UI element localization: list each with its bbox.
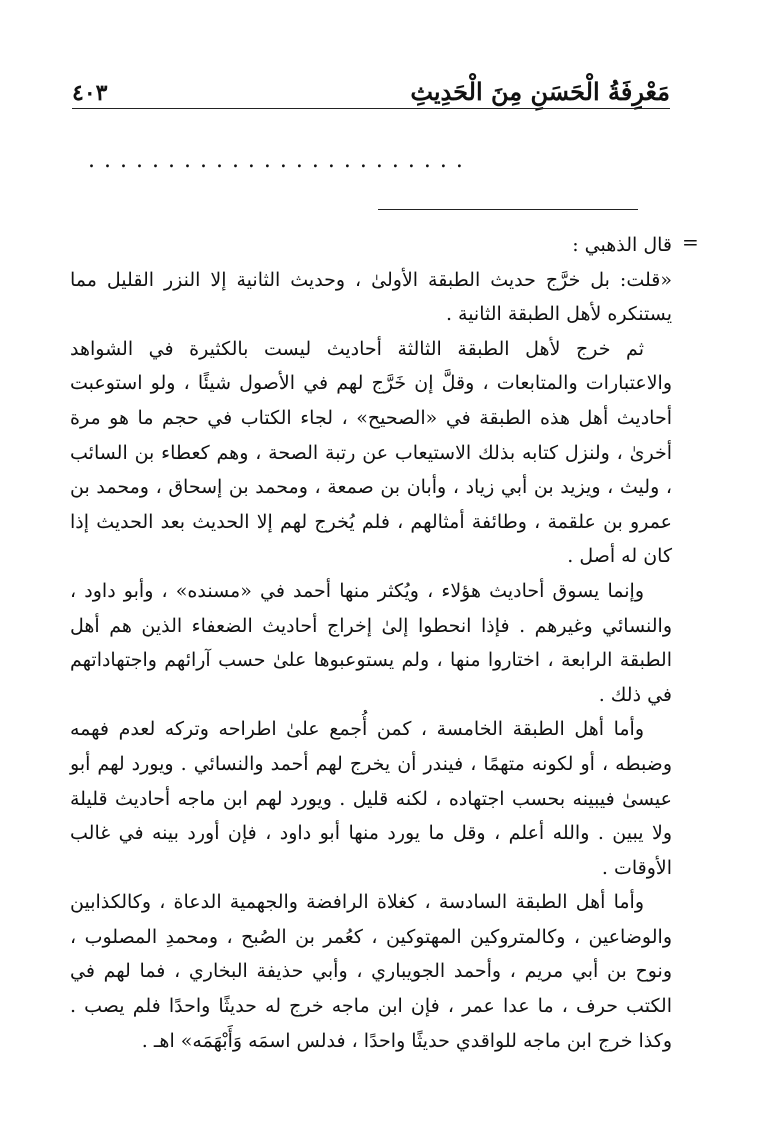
paragraph: وإنما يسوق أحاديث هؤلاء ، ويُكثر منها أحمد في «مسنده» ، وأبو داود ، والنسائي وغيرهم . فإذا انحطوا إلىٰ إخراج أحاديث الضعفاء الذين هم أهل الطبقة الرابعة ، اختاروا منها ، ولم يستوعبوها علىٰ حسب آرائهم واجتهاداتهم في ذلك . — [70, 579, 672, 706]
paragraph: «قلت: بل خرَّج حديث الطبقة الأولىٰ ، وحديث الثانية إلا النزر القليل مما يستنكره لأهل الطبقة الثانية . — [70, 268, 672, 326]
paragraph: وأما أهل الطبقة السادسة ، كغلاة الرافضة والجهمية الدعاة ، وكالكذابين والوضاعين ، وكالمتروكين المهتوكين ، كعُمر بن الصُبح ، ومحمدِ المصلوب ، ونوح بن أبي مريم ، وأحمد الجويباري ، وأبي حذيفة البخاري ، فما لهم في الكتب حرف ، ما عدا عمر ، فإن ابن ماجه خرج له حديثًا واحدًا فلم يصب . وكذا خرج ابن ماجه للواقدي حديثًا واحدًا ، فدلس اسمَه وَأَبْهَمَه» اهـ . — [70, 891, 673, 1052]
paragraph: وأما أهل الطبقة الخامسة ، كمن أُجمع علىٰ اطراحه وتركه لعدم فهمه وضبطه ، أو لكونه متهمًا ، فيندر أن يخرج لهم أحمد والنسائي . ويورد لهم أبو عيسىٰ فيبينه بحسب اجتهاده ، لكنه قليل . ويورد لهم ابن ماجه أحاديث قليلة ولا يبين . والله أعلم ، وقل ما يورد منها أبو داود ، فإن أورد بينه في غالب الأوقات . — [70, 718, 672, 879]
page-number: ٤٠٣ — [72, 80, 108, 106]
paragraph-quote-intro: قال الذهبي : — [572, 234, 672, 256]
continuation-marker: = — [682, 230, 699, 254]
paragraph: ثم خرج لأهل الطبقة الثالثة أحاديث ليست بالكثيرة في الشواهد والاعتبارات والمتابعات ، وقلَّ إن خَرَّج لهم في الأصول شيئًا ، ولو استوعبت أحاديث أهل هذه الطبقة في «الصحيح» ، لجاء الكتاب في حجم ما هو مرة أخرىٰ ، ولنزل كتابه بذلك الاستيعاب عن رتبة الصحة ، وهم كعطاء بن السائب ، وليث ، ويزيد بن أبي زياد ، وأبان بن صمعة ، ومحمد بن إسحاق ، ومحمد بن عمرو بن علقمة ، وطائفة أمثالهم ، فلم يُخرج لهم إلا الحديث بعد الحديث إذا كان له أصل . — [70, 337, 672, 568]
page-header — [72, 58, 670, 104]
footnote-separator — [378, 209, 638, 210]
running-title: مَعْرِفَةُ الْحَسَنِ مِنَ الْحَدِيثِ — [410, 77, 670, 106]
omission-dots: ........................ — [88, 150, 472, 172]
footnote-text — [70, 228, 672, 1058]
header-rule — [72, 108, 670, 109]
